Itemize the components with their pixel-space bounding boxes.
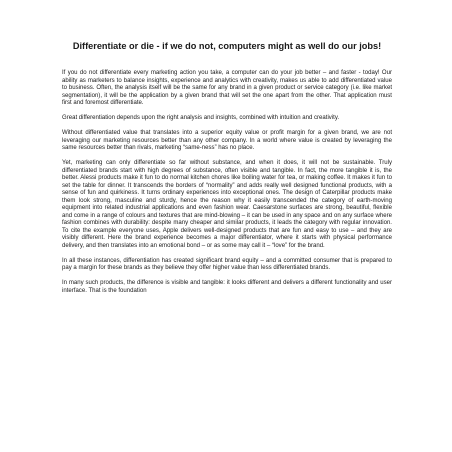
paragraph-substance: Yet, marketing can only differentiate so far without substance, and when it does, it will not be sustainable. Truly differentiated brands start with high degrees of substance, often visible and tangible. In fact, the more tangible it is, the better. Alessi products make it fun to do normal kitchen chores like boiling water for tea, or making coffee. It makes it fun to set the table for dinner. It transcends the borders of “normality” and adds really well designed functional products, with a sense of fun and quirkiness. It turns ordinary experiences into exceptional ones. The design of Caterpillar products make them look strong, masculine and sturdy, hence the reason why it easily transcended the category of earth-moving equipment into related industrial applications and even fashion wear. Caesarstone surfaces are strong, beautiful, flexible and come in a range of colours and textures that are mind-blowing – it can be used in any space and on any surface where fashion combines with durability: despite many cheaper and similar products, it leads the category with regular innovation. To cite the example everyone uses, Apple delivers well-designed products that are fun and easy to use – and they are visibly different. Here the brand experience becomes a major differentiator, where it starts with physical performance delivery, and then translates into an emotional bond – or as some may call it – “love” for the brand.	[62, 160, 392, 249]
paragraph-brand-equity: In all these instances, differentiation has created significant brand equity – and a committed consumer that is prepared to pay a margin for these brands as they believe they offer higher value than less differentiated brands.	[62, 257, 392, 271]
paragraph-intro: If you do not differentiate every marketing action you take, a computer can do your job better – and faster - today! Our ability as marketers to balance insights, experience and analytics with creativity, makes us able to add differentiated value to business. Often, the analysis itself will be the same for any brand in a given product or service category (i.e. like market segmentation), it will be the application by a given brand that will set the one apart from the other. That application must first and foremost differentiate.	[62, 70, 392, 106]
paragraph-foundation: In many such products, the difference is visible and tangible: it looks different and delivers a different functionality and user interface. That is the foundation	[62, 280, 392, 294]
paragraph-great-differentiation: Great differentiation depends upon the right analysis and insights, combined with intuition and creativity.	[62, 115, 340, 121]
paragraph-without-value: Without differentiated value that translates into a superior equity value or profit margin for a given brand, we are not leveraging our marketing resources better than any other company. In a world where value is created by leveraging the same resources better than rivals, marketing “same-ness” has no place.	[62, 130, 392, 151]
document-title: Differentiate or die - if we do not, computers might as well do our jobs!	[72, 41, 382, 51]
document-page	[62, 40, 392, 303]
